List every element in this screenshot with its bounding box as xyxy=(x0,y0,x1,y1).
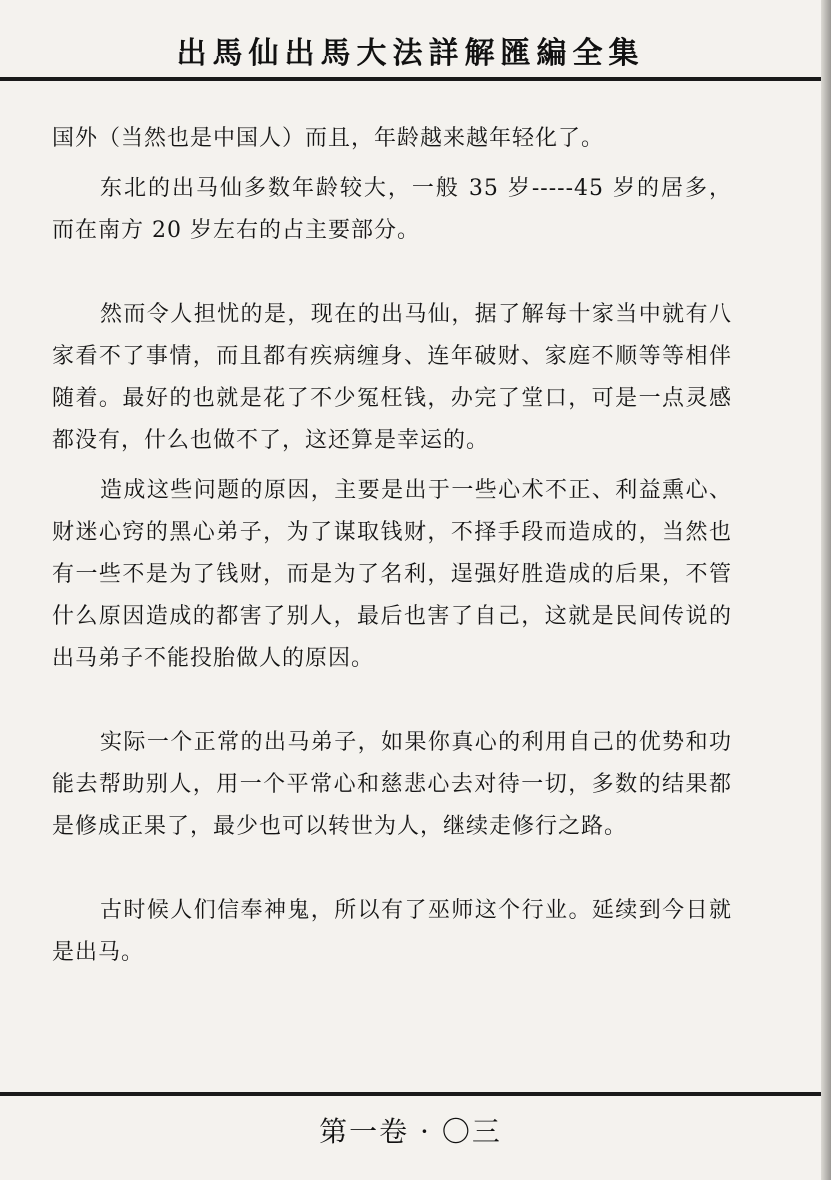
book-title: 出馬仙出馬大法詳解匯編全集 xyxy=(176,36,645,71)
page-body xyxy=(52,118,732,974)
paragraph-history: 古时候人们信奉神鬼，所以有了巫师这个行业。延续到今日就是出马。 xyxy=(52,898,732,965)
footer-divider xyxy=(0,1092,821,1096)
paragraph-concern: 然而令人担忧的是，现在的出马仙，据了解每十家当中就有八家看不了事情，而且都有疾病缠身、连年破财、家庭不顺等等相伴随着。最好的也就是花了不少冤枉钱，办完了堂口，可是一点灵感都没有，什么也做不了，这还算是幸运的。 xyxy=(52,302,732,453)
page-header xyxy=(0,0,831,82)
paragraph-causes: 造成这些问题的原因，主要是出于一些心术不正、利益熏心、财迷心窍的黑心弟子，为了谋取钱财，不择手段而造成的，当然也有一些不是为了钱财，而是为了名利，逞强好胜造成的后果，不管什么原因造成的都害了别人，最后也害了自己，这就是民间传说的出马弟子不能投胎做人的原因。 xyxy=(52,478,732,671)
page-number: 第一卷 · 〇三 xyxy=(319,1115,502,1148)
paragraph-proper-disciple: 实际一个正常的出马弟子，如果你真心的利用自己的优势和功能去帮助别人，用一个平常心和慈悲心去对待一切，多数的结果都是修成正果了，最少也可以转世为人，继续走修行之路。 xyxy=(52,730,732,839)
header-divider xyxy=(0,77,821,81)
paragraph-northeast-age: 东北的出马仙多数年龄较大，一般 35 岁-----45 岁的居多，而在南方 20 岁左右的占主要部分。 xyxy=(52,176,732,243)
page-edge-shadow xyxy=(821,0,831,1180)
paragraph-continuation: 国外（当然也是中国人）而且，年龄越来越年轻化了。 xyxy=(52,126,605,151)
